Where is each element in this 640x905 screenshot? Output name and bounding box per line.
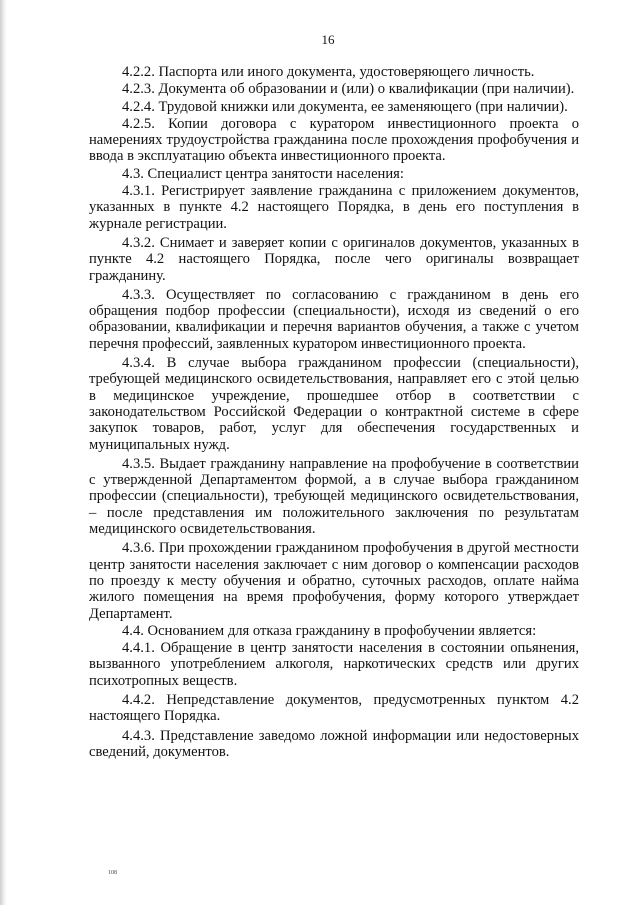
paragraph-4-2-2: 4.2.2. Паспорта или иного документа, удостоверяющего личность. [122, 64, 535, 80]
paragraph-4-2-5: 4.2.5. Копии договора с куратором инвестиционного проекта о намерениях трудоустройства гражданина после прохождения профобучения и ввода в эксплуатацию объекта инвестиционного проекта. [89, 115, 579, 165]
paragraph-4-4-3: 4.4.3. Представление заведомо ложной информации или недостоверных сведений, документов. [89, 727, 579, 760]
paragraph-4-3-6: 4.3.6. При прохождении гражданином профобучения в другой местности центр занятости населения заключает с ним договор о компенсации расходов по проезду к месту обучения и обратно, суточных расходов, оплате найма жилого помещения на время профобучения, форму которого утверждает Департамент. [89, 540, 579, 622]
paragraph-4-2-4: 4.2.4. Трудовой книжки или документа, ее заменяющего (при наличии). [122, 98, 568, 115]
paragraph-4-3-3: 4.3.3. Осуществляет по согласованию с гражданином в день его обращения подбор профессии (специальности), исходя из сведений о его образовании, квалификации и перечня вариантов обучения, а также с учетом перечня профессий, заявленных куратором инвестиционного проекта. [89, 286, 579, 352]
paragraph-4-4-2: 4.4.2. Непредставление документов, предусмотренных пунктом 4.2 настоящего Порядка. [89, 691, 579, 725]
document-body [89, 64, 579, 760]
paragraph-4-4: 4.4. Основанием для отказа гражданину в профобучении является: [122, 622, 537, 639]
paragraph-4-3-1: 4.3.1. Регистрирует заявление гражданина с приложением документов, указанных в пункте 4.2 настоящего Порядка, в день его поступления в журнале регистрации. [89, 183, 579, 232]
paragraph-4-3-5: 4.3.5. Выдает гражданину направление на профобучение в соответствии с утвержденной Департаментом формой, а в случае выбора гражданином профессии (специальности), требующей медицинского освидетельствования, – после представления им положительного заключения по результатам медицинского освидетельствования. [89, 455, 579, 538]
paragraph-4-2-3: 4.2.3. Документа об образовании и (или) о квалификации (при наличии). [122, 81, 575, 98]
paragraph-4-3: 4.3. Специалист центра занятости населения: [122, 165, 404, 182]
paragraph-4-3-4: 4.3.4. В случае выбора гражданином профессии (специальности), требующей медицинского освидетельствования, направляет его с этой целью в медицинское учреждение, прошедшее отбор в соответствии с законодательством Российской Федерации о контрактной системе в сфере закупок товаров, работ, услуг для обеспечения государственных и муниципальных нужд. [89, 355, 579, 453]
page-number: 16 [321, 32, 335, 47]
footer-mark: 108 [108, 870, 117, 876]
scan-edge [0, 0, 7, 905]
paragraph-4-4-1: 4.4.1. Обращение в центр занятости населения в состоянии опьянения, вызванного употреблением алкоголя, наркотических средств или других психотропных веществ. [89, 640, 579, 689]
paragraph-4-3-2: 4.3.2. Снимает и заверяет копии с оригиналов документов, указанных в пункте 4.2 настоящего Порядка, после чего оригиналы возвращает гражданину. [89, 234, 579, 284]
